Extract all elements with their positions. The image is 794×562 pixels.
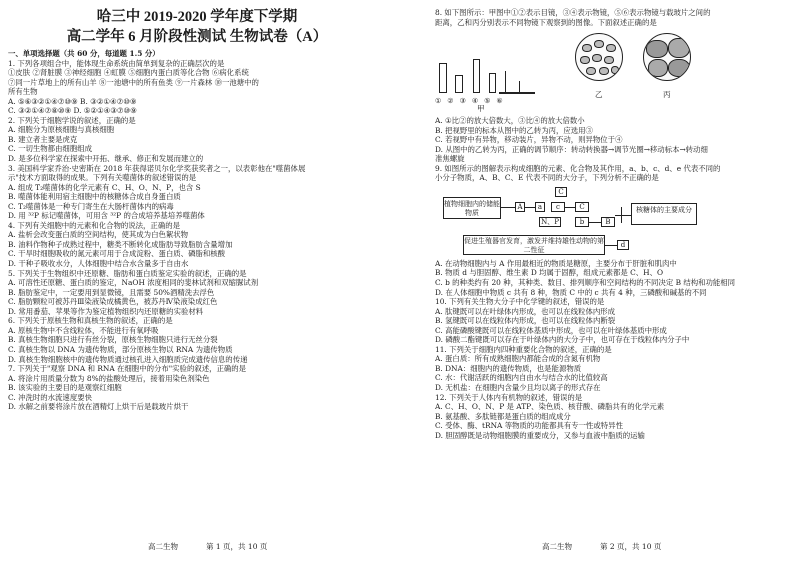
text-line: B. 把视野里的标本从图中的乙转为丙，应选用③ (435, 125, 593, 135)
section-heading: 一、单项选择题（共 60 分，每道题 1.5 分） (8, 49, 160, 58)
text-line: 10. 下列有关生物大分子中化学键的叙述，错误的是 (435, 297, 605, 307)
box-C-top: C (555, 187, 567, 197)
text-line: 6. 下列关于原核生物和真核生物的叙述，正确的是 (8, 316, 173, 326)
text-line: 9. 如图所示的图解表示构成细胞的元素、化合物及其作用，a、b、c、d、e 代表不同的 (435, 163, 721, 173)
text-line: 所有生物 (8, 87, 38, 97)
text-line: B. 该实验的主要目的是观察红细胞 (8, 383, 122, 393)
text-line: B. DNA：细胞内的遗传物质，也是能源物质 (435, 363, 582, 373)
text-line: 2. 下列关于细胞学说的叙述，正确的是 (8, 115, 136, 125)
text-line: A. 组成 T₂噬菌体的化学元素有 C、H、O、N、P，也含 S (8, 182, 201, 192)
text-line: D. 常用番茄、苹果等作为鉴定植物组织内还原糖的实验材料 (8, 306, 204, 316)
box-hormone: 促进生殖器官发育，激发并维持雄性动物的第二性征 (464, 236, 604, 254)
text-line: D. 磷酸二酯键既可以存在于叶绿体内的大分子中，也可存在于线粒体内分子中 (435, 335, 690, 345)
text-line: A. 蛋白质：所有成熟细胞内都能合成的含氮有机物 (435, 354, 601, 364)
text-line: ⑦同一片草地上的所有山羊 ⑧一池塘中的所有鱼类 ⑨一片森林 ⑩一池塘中的 (8, 77, 259, 87)
footer-subject: 高二生物 (148, 542, 178, 551)
text-line: C. 冲洗时的水流速度要快 (8, 392, 92, 402)
text-line: D. 用 ³²P 标记噬菌体，可用含 ³²P 的合成培养基培养噬菌体 (8, 211, 205, 221)
text-line: D. 干种子吸收水分，人体细胞中结合水含量多于自由水 (8, 259, 189, 269)
text-line: C. 干旱时细胞吸收的氮元素可用于合成淀粉、蛋白质、磷脂和核酸 (8, 249, 226, 259)
text-line: 1. 下列各项组合中，能体现生命系统由简单到复杂的正确层次的是 (8, 58, 225, 68)
text-line: C. ③②①④⑦⑧⑩⑨ D. ⑤②①④③⑦⑩⑨ (8, 106, 137, 116)
text-line: C. T₂噬菌体是一种专门寄生在大肠杆菌体内的病毒 (8, 201, 174, 211)
text-line: B. 真核生物细胞只进行有丝分裂，原核生物细胞只进行无丝分裂 (8, 335, 218, 345)
footer-page-number: 第 2 页，共 10 页 (600, 542, 662, 551)
figure-label-yi: 乙 (595, 90, 603, 100)
right-page (397, 0, 794, 562)
right-column (435, 8, 787, 440)
view-bing-icon (643, 33, 691, 81)
text-line: D. 是多位科学家在探索中开拓、继承、修正和发展而建立的 (8, 154, 204, 164)
text-line: 3. 美国科学家乔治·史密斯在 2018 年获得诺贝尔化学奖获奖者之一，以表彰他在"噬菌体展 (8, 163, 306, 173)
text-line: B. 氢键既可以在线粒体内形成，也可以在线粒体内断裂 (435, 316, 616, 326)
distance-5-icon (505, 71, 515, 93)
exam-title: 哈三中 2019-2020 学年度下学期 (96, 9, 298, 25)
text-line: D. 在人体细胞中物质 c 共有 8 种，物质 C 中的 c 共有 4 种，三磷酸和碱基的不同 (435, 287, 707, 297)
text-line: D. 胆固醇既是动物细胞膜的重要成分，又参与血液中脂质的运输 (435, 430, 645, 440)
box-ribosome: 核糖体的主要成分 (631, 203, 697, 225)
text-line: A. ①比②的放大倍数大，③比④的放大倍数小 (435, 116, 585, 126)
text-line: B. 建立者主要是虎克 (8, 134, 78, 144)
text-line: B. 脂肪鉴定中，一定要用到显微镜，且需要 50%酒精洗去浮色 (8, 287, 215, 297)
figure-label-bing: 丙 (663, 90, 671, 100)
footer-subject: 高二生物 (542, 542, 572, 551)
compound-diagram (435, 185, 787, 257)
text-line: ①皮肤 ②肾脏膜 ③神经细胞 ④虹膜 ⑤细胞内蛋白质等化合物 ⑥病化系统 (8, 68, 249, 78)
text-line: B. 噬菌体能利用宿主细胞中的核糖体合成自身蛋白质 (8, 192, 181, 202)
text-line: A. 原核生物中不含线粒体，不能进行有氧呼吸 (8, 325, 159, 335)
questions-9-12-text (435, 259, 787, 440)
text-line: C. 水：代谢活跃的细胞内自由水与结合水的比值较高 (435, 373, 608, 383)
footer-page-number: 第 1 页，共 10 页 (206, 542, 268, 551)
box-NP: N、P (539, 217, 561, 227)
box-C: C (575, 202, 589, 212)
text-line: A. 肽键既可以在叶绿体内形成，也可以在线粒体内形成 (435, 306, 616, 316)
text-line: 7. 下列关于"观察 DNA 和 RNA 在细胞中的分布"实验的叙述，正确的是 (8, 364, 247, 374)
text-line: C. 脂肪颗粒可被苏丹Ⅲ染液染成橘黄色，被苏丹Ⅳ染液染成红色 (8, 297, 218, 307)
text-line: A. ⑤⑥③②①④⑦⑩⑨ B. ③②①④⑦⑩⑨ (8, 96, 137, 106)
question-8-9-text (435, 116, 787, 183)
text-line: 4. 下列有关细胞中的元素和化合物的说法，正确的是 (8, 220, 180, 230)
text-line: C. 若视野中有异物，移动装片，异物不动，则异物位于④ (435, 135, 623, 145)
text-line: D. 真核生物细胞核中的遗传物质通过核孔进入细胞质完成遗传信息的传递 (8, 354, 248, 364)
eyepiece-1-icon (439, 63, 447, 93)
left-question-list (8, 59, 386, 412)
text-line: C. b 的种类约有 20 种，其种类、数目、排列顺序和空间结构的不同决定 B 结构和功能相同 (435, 278, 736, 288)
text-line: 12. 下列关于人体内有机物的叙述，错误的是 (435, 392, 583, 402)
text-line: D. 无机盐：在细胞内含量少且均以离子的形式存在 (435, 383, 601, 393)
box-A: A (515, 202, 525, 212)
figure-label-jia: 甲 (477, 104, 485, 114)
question-8-text (435, 8, 787, 27)
text-line: 准焦螺旋 (435, 154, 465, 164)
box-c: c (551, 202, 565, 212)
box-d: d (617, 240, 629, 250)
text-line: C. 高能磷酸键既可以在线粒体基质中形成，也可以在叶绿体基质中形成 (435, 325, 667, 335)
tube-labels: ①②③④⑤⑥ (435, 97, 509, 106)
text-line: A. 可溶性还原糖、蛋白质的鉴定，NaOH 浓度相同的斐林试剂和双缩脲试剂 (8, 278, 259, 288)
text-line: A. 在动物细胞内与 A 作用最相近的物质是糖原，主要分布于肝脏和肌肉中 (435, 258, 677, 268)
box-B: B (601, 217, 615, 227)
text-line: A. 将涂片用质量分数为 8%的盐酸处理后，接着用染色剂染色 (8, 373, 210, 383)
objective-4-icon (489, 73, 496, 93)
objective-3-icon (473, 59, 480, 93)
text-line: A. C、H、O、N、P 是 ATP、染色质、核苷酸、磷脂共有的化学元素 (435, 402, 665, 412)
text-line: C. 一切生物都由细胞组成 (8, 144, 92, 154)
text-line: B. 物质 d 与胆固醇、维生素 D 均属于固醇，组成元素都是 C、H、O (435, 268, 664, 278)
text-line: 8. 如下图所示：甲图中①②表示目镜，③④表示物镜，⑤⑥表示物镜与载玻片之间的 (435, 8, 711, 17)
text-line: D. 从图中的乙转为丙，正确的调节顺序：转动转换器→调节光圈→移动标本→转动细 (435, 144, 708, 154)
text-line: 示"技术方面取得的成果。下列有关噬菌体的叙述错误的是 (8, 173, 197, 183)
text-line: D. 水解之前要将涂片放在酒精灯上烘干后是载玻片烘干 (8, 402, 189, 412)
text-line: B. 油料作物种子成熟过程中，糖类不断转化成脂肪导致脂肪含量增加 (8, 239, 233, 249)
exam-subtitle: 高二学年 6 月阶段性测试 生物试卷（A） (66, 29, 328, 45)
text-line: A. 细胞分为原核细胞与真核细胞 (8, 125, 115, 135)
text-line: A. 盐析会改变蛋白质的空间结构，使其成为白色絮状物 (8, 230, 189, 240)
text-line: C. 真核生物以 DNA 为遗传物质，部分原核生物以 RNA 为遗传物质 (8, 344, 233, 354)
text-line: B. 氨基酸、多肽链都是蛋白质的组成成分 (435, 411, 571, 421)
left-footer (148, 541, 397, 552)
box-b: b (575, 217, 589, 227)
right-footer (542, 541, 794, 552)
microscope-figure (435, 29, 787, 115)
left-column (8, 8, 386, 412)
text-line: 小分子物质，A、B、C、E 代表不同的大分子，下列分析不正确的是 (435, 173, 659, 183)
text-line: 5. 下列关于生物组织中还原糖、脂肪和蛋白质鉴定实验的叙述，正确的是 (8, 268, 247, 278)
box-a: a (535, 202, 545, 212)
slide-icon (499, 92, 535, 94)
view-yi-icon (575, 33, 623, 81)
text-line: 11. 下列关于细胞内四种重要化合物的叙述，正确的是 (435, 344, 612, 354)
text-line: 距离，乙和丙分别表示不同物镜下观察到的图像。下面叙述正确的是 (435, 17, 657, 27)
box-plant-storage: 植物细胞内的储能物质 (443, 197, 501, 219)
eyepiece-2-icon (455, 75, 463, 93)
text-line: C. 受体、酶、tRNA 等物质的功能都具有专一性或特异性 (435, 421, 623, 431)
